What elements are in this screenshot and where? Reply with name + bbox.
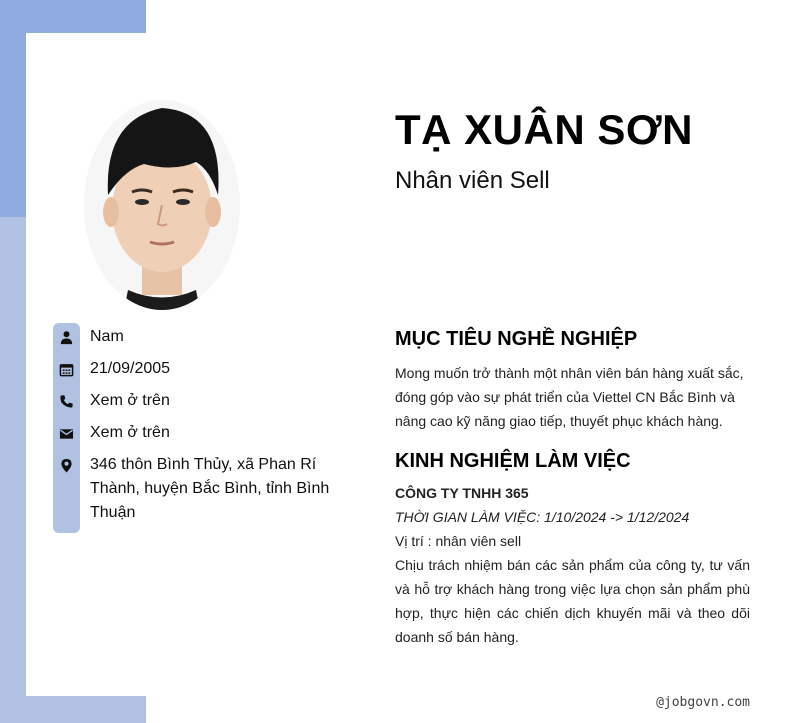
email-value: Xem ở trên	[90, 424, 170, 441]
gender-value: Nam	[90, 328, 124, 345]
phone-icon	[53, 389, 80, 413]
info-email	[53, 421, 335, 445]
company-name: CÔNG TY TNHH 365	[395, 485, 529, 501]
dob-value: 21/09/2005	[90, 360, 171, 377]
job-description: Chịu trách nhiệm bán các sản phẩm của công ty, tư vấn và hỗ trợ khách hàng trong việc lựa chọn sản phẩm phù hợp, thực hiện các chiến dịch khuyến mãi và theo dõi doanh số bán hàng.	[395, 557, 750, 645]
job-title: Nhân viên Sell	[395, 167, 550, 194]
phone-value: Xem ở trên	[90, 392, 170, 409]
calendar-icon	[53, 357, 80, 381]
decor-bottom-bar	[0, 696, 146, 723]
address-value: 346 thôn Bình Thủy, xã Phan Rí Thành, huyện Bắc Bình, tỉnh Bình Thuận	[90, 456, 330, 521]
location-pin-icon	[53, 453, 80, 477]
position: Vị trí : nhân viên sell	[395, 533, 522, 549]
work-period: THỜI GIAN LÀM VIỆC: 1/10/2024 -> 1/12/2024	[395, 509, 690, 525]
info-gender	[53, 325, 335, 349]
objective-heading: MỤC TIÊU NGHỀ NGHIỆP	[395, 328, 638, 350]
info-phone	[53, 389, 335, 413]
info-dob	[53, 357, 335, 381]
person-icon	[53, 325, 80, 349]
objective-text: Mong muốn trở thành một nhân viên bán hàng xuất sắc, đóng góp vào sự phát triển của Viettel CN Bắc Bình và nâng cao kỹ năng giao tiếp, thuyết phục khách hàng.	[395, 365, 744, 429]
info-address	[53, 453, 335, 525]
experience-heading: KINH NGHIỆM LÀM VIỆC	[395, 450, 631, 472]
site-watermark: @jobgovn.com	[656, 695, 750, 710]
avatar	[84, 100, 240, 310]
mail-icon	[53, 421, 80, 445]
decor-left-bar-dark	[0, 0, 26, 217]
decor-left-bar-light	[0, 217, 26, 723]
candidate-name: TẠ XUÂN SƠN	[395, 106, 694, 153]
